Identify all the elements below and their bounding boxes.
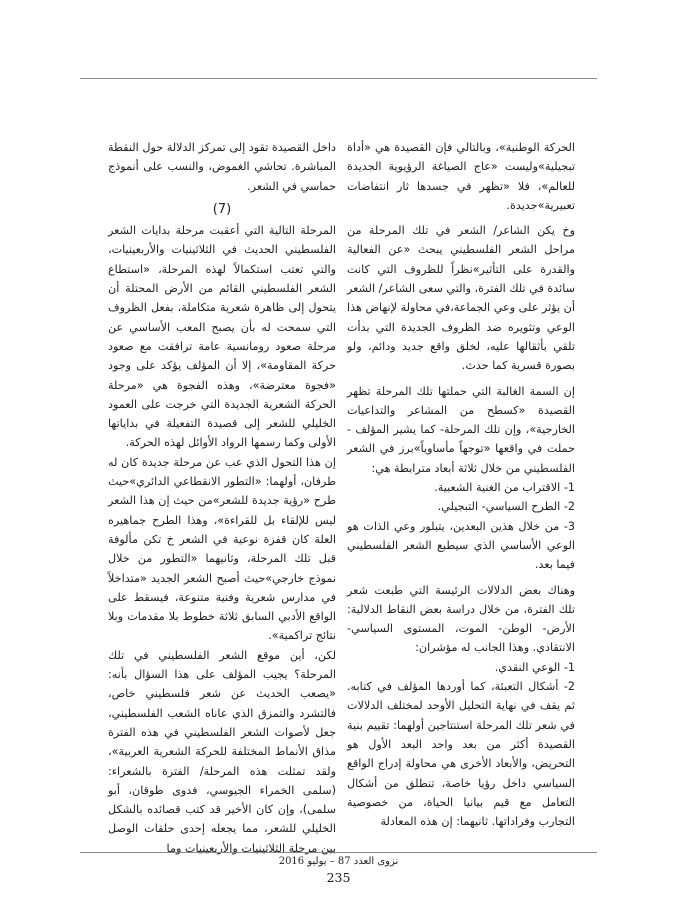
left-column [108,138,336,858]
paragraph: وخ يكن الشاعر/ الشعر في تلك المرحلة من مراحل الشعر الفلسطيني يبحث «عن الفعالية والقدرة على التأثير»نظراً للظروف التي كانت سائدة في تلك الفترة، والتي سعى الشاعر/ الشعر أن يؤثر على وعي الجماعة،في محاولة لإنهاض هذا الوعي وتثويره ضد الظروف الجديدة التي بدأت تلقي بأثقالها عليه، لخلق واقع جديد ودائم، ولو بصورة قسرية كما حدث. [347,224,575,373]
right-column [347,138,575,831]
paragraph: داخل القصيدة تقود إلى تمركز الدلالة حول النقطة المباشرة. تحاشي الغموض، والنسب على أنموذج حماسي في الشعر. [108,141,336,193]
list-item: 1- الوعي النقدي. [494,660,575,674]
journal-footer: نزوى العدد 87 – يوليو 2016 [278,856,399,867]
page-number: 235 [326,870,351,885]
paragraph: الحركة الوطنية»، وبالتالي فإن القصيدة هي «أداة تبجيلية»وليست «عاج الصياغة الرؤيوية الجديدة للعالم»، فلا «تظهر في جسدها ثار انتفاضات تعبيرية»جديدة. [347,141,575,212]
list-item: 3- من خلال هذين البعدين، يتبلور وعي الذات هو الوعي الأساسي الذي سيطبع الشعر الفلسطيني فيما بعد. [347,519,575,572]
paragraph: المرحلة التالية التي أعقبت مرحلة بدايات الشعر الفلسطيني الحديث في الثلاثينيات والأربعينيات، والتي تعتب استكمالاً لهذه المرحلة، «استطاع الشعر الفلسطيني القائم من الأرض المحتلة أن يتحول إلى ظاهرة شعرية متكاملة، بفعل الظروف التي سمحت له بأن يصبح المعب الأساسي عن مرحلة صعود رومانسية عامة ترافقت مع صعود حركة المقاومة»، إلا أن المؤلف يؤكد على وجود «فجوة معترضة»، وهذه الفجوة هي «مرحلة الحركة الشعرية الجديدة التي خرجت على العمود الخليلي للشعر إلى قصيدة التفعيلة في بداياتها الأولى وكما رسمها الرواد الأوائل لهذه الحركة. [108,224,336,450]
paragraph: إن السمة الغالبة التي حملتها تلك المرحلة تظهر القصيدة «كسطح من المشاعر والتداعيات الخارجية»، وإن تلك المرحلة- كما يشير المؤلف - حملت في واقعها «توجهاً مأساوياً»برز في الشعر الفلسطيني من خلال ثلاثة أبعاد مترابطة هي: [347,384,575,475]
paragraph: إن هذا التحول الذي عب عن مرحلة جديدة كان له طرفان، أولهما: «التطور الانقطاعي الدائري»حيث طرح «رؤية جديدة للشعر»من حيث إن هذا الشعر ليس للإلقاء بل للقراءة»، وهذا الطرح جماهيره العلة كان قفزة نوعية في الشعر خ تكن مألوفة قبل تلك المرحلة، وثانيهما «التطور من خلال نموذج خارجي»حيث أصبح الشعر الجديد «متداخلاً في مدارس شعرية وفنية متنوعة، فيسقط على الواقع الأدبي السابق ثلاثة خطوط بلا مقدمات وبلا نتائج تراكمية». [108,455,336,643]
paragraph: لكن، أين موقع الشعر الفلسطيني في تلك المرحلة؟ يجيب المؤلف على هذا السؤال بأنه: «يصعب الحديث عن شعر فلسطيني خاص، فالتشرد والتمزق الذي عاناه الشعب الفلسطيني، جعل لأصوات الشعر الفلسطيني في هذه الفترة مذاق الأنماط المختلفة للحركة الشعرية العربية»، ولقد تمثلت هذه المرحلة/ الفترة بالشعراء: (سلمى الخمراء الجيوسي، فدوى طوقان، أبو سلمى)، وإن كان الأخير قد كتب قصائده بالشكل الخليلي للشعر، مما يجعله إحدى حلقات الوصل بين مرحلة الثلاثينيات والأربعينيات وما [108,648,336,855]
list-item: 1- الاقتراب من الغنية الشعبية. [434,481,575,495]
paragraph: وهناك بعض الدلالات الرئيسة التي طبعت شعر تلك الفترة، من خلال دراسة بعض النقاط الدلالية: الأرض- الوطن- الموت، المستوى السياسي- الانتقادي. وهذا الجانب له مؤشران: [347,583,575,655]
bottom-rule [80,852,597,853]
top-rule [80,78,597,79]
section-number: (7) [212,201,232,217]
list-item: 2- أشكال التعبئة، كما أوردها المؤلف في كتابه. ثم يقف في نهاية التحليل الأوحد لمختلف الدلالات في شعر تلك المرحلة استنتاجين أولهما: تقييم بنية القصيدة أكثر من بعد واحد البعد الأول هو التحريض، والأبعاد الأخرى هي محاولة إدراج الواقع السياسي داخل رؤيا خاصة، تنطلق من أشكال التعامل مع قيم بيانيا الحياة، من خصوصية التجارب وفراداتها. ثانيهما: إن هذه المعادلة [347,680,575,829]
list-item: 2- الطرح السياسي- التبجيلي. [437,500,575,514]
